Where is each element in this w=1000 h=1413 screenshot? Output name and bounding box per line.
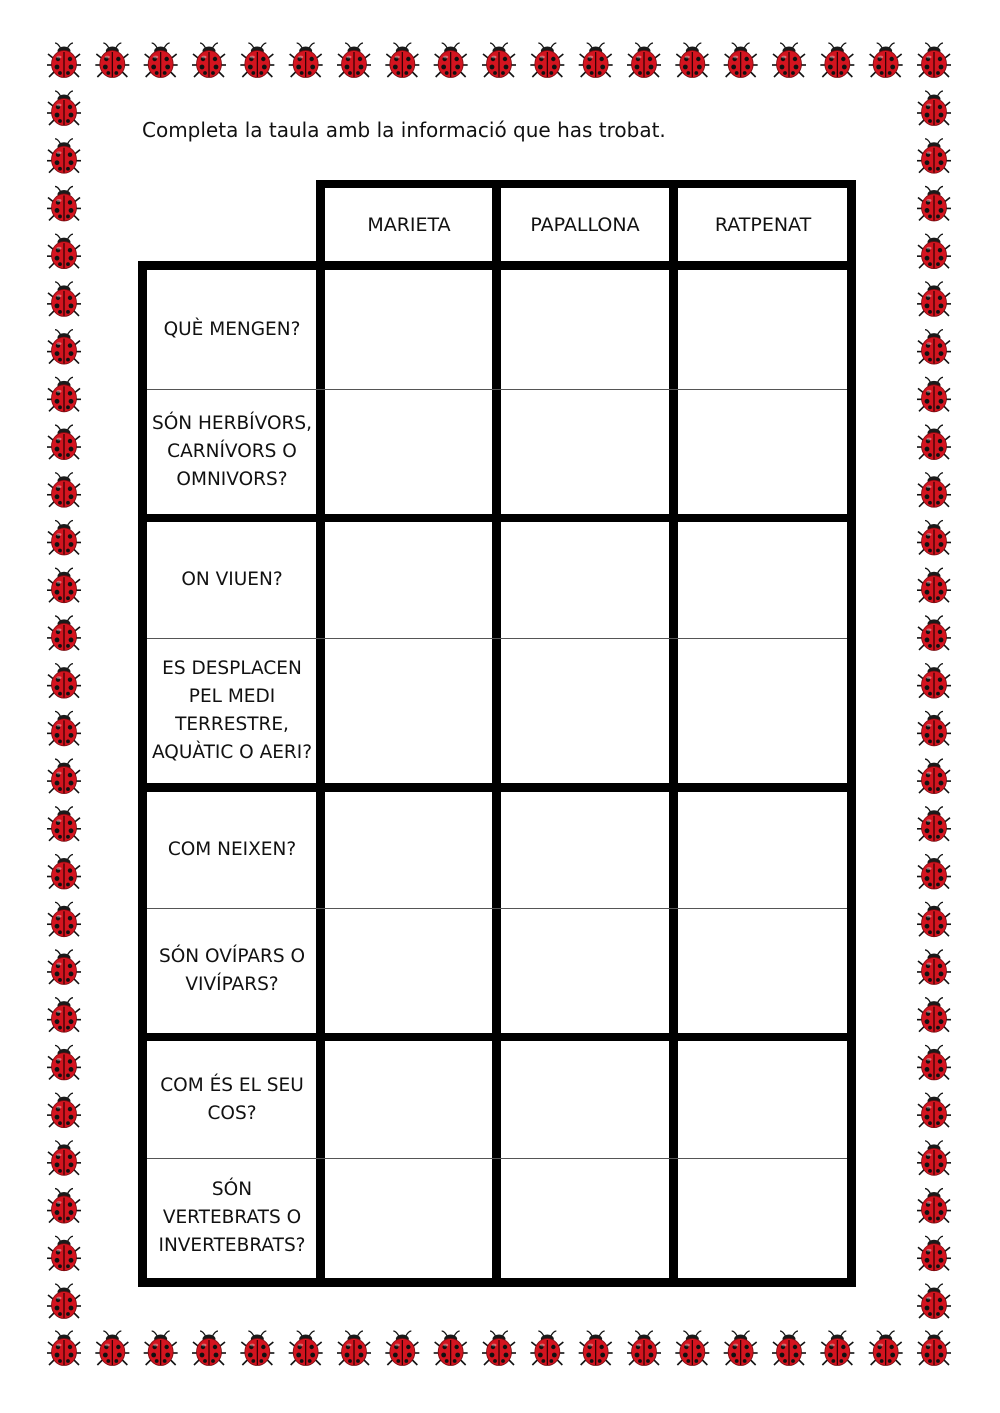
ladybug-icon [47, 568, 81, 603]
row-label-com-es-el-seu-cos: COM ÉS EL SEU COS? [160, 1074, 304, 1124]
ladybug-icon [47, 1093, 81, 1128]
ladybug-icon [724, 1331, 758, 1366]
ladybug-icon [47, 616, 81, 651]
ladybug-icon [482, 43, 516, 78]
ladybug-icon [917, 234, 951, 269]
ladybug-icon [917, 616, 951, 651]
row-label-herbivors: SÓN HERBÍVORS, CARNÍVORS O OMNIVORS? [152, 413, 312, 490]
answer-cell-marieta[interactable] [325, 270, 492, 389]
ladybug-icon [917, 1284, 951, 1319]
ladybug-icon [47, 282, 81, 317]
ladybug-icon [47, 91, 81, 126]
ladybug-icon [917, 1045, 951, 1080]
ladybug-icon [47, 234, 81, 269]
answer-cell-papallona[interactable] [501, 522, 669, 638]
answer-cell-papallona[interactable] [501, 639, 669, 783]
ladybug-icon [579, 1331, 613, 1366]
ladybug-icon [289, 43, 323, 78]
ladybug-icon [47, 711, 81, 746]
ladybug-icon [917, 1093, 951, 1128]
ladybug-icon [47, 425, 81, 460]
ladybug-icon [917, 186, 951, 221]
ladybug-icon [47, 1141, 81, 1176]
column-header-papallona: PAPALLONA [530, 214, 640, 236]
ladybug-icon [192, 43, 226, 78]
column-header-marieta: MARIETA [367, 214, 451, 236]
ladybug-icon [917, 998, 951, 1032]
ladybug-icon [192, 1331, 226, 1366]
answer-cell-papallona[interactable] [501, 1159, 669, 1278]
answer-cell-marieta[interactable] [325, 522, 492, 638]
ladybug-icon [917, 1236, 951, 1271]
answer-cell-ratpenat[interactable] [678, 390, 847, 514]
ladybug-icon [95, 43, 129, 78]
ladybug-icon [530, 43, 564, 78]
ladybug-icon [240, 1331, 274, 1366]
ladybug-icon [337, 43, 371, 78]
ladybug-icon [47, 1236, 81, 1271]
ladybug-icon [917, 520, 951, 555]
ladybug-icon [434, 43, 468, 78]
ladybug-icon [47, 473, 81, 508]
answer-cell-ratpenat[interactable] [678, 792, 847, 908]
ladybug-icon [917, 568, 951, 603]
ladybug-icon [917, 759, 951, 794]
ladybug-icon [917, 855, 951, 890]
ladybug-icon [917, 664, 951, 699]
ladybug-icon [724, 43, 758, 78]
ladybug-icon [917, 377, 951, 412]
row-label-vertebrats: SÓN VERTEBRATS O INVERTEBRATS? [158, 1179, 306, 1256]
ladybug-icon [482, 1331, 516, 1366]
ladybug-icon [47, 377, 81, 412]
ladybug-icon [869, 1331, 903, 1366]
answer-cell-ratpenat[interactable] [678, 909, 847, 1033]
answer-cell-papallona[interactable] [501, 792, 669, 908]
ladybug-icon [47, 186, 81, 221]
ladybug-icon [47, 330, 81, 365]
ladybug-icon [917, 950, 951, 985]
ladybug-icon [47, 139, 81, 174]
ladybug-icon [47, 1189, 81, 1224]
ladybug-icon [385, 1331, 419, 1366]
ladybug-icon [772, 1331, 806, 1366]
ladybug-icon [917, 139, 951, 174]
ladybug-icon [144, 43, 178, 78]
answer-cell-papallona[interactable] [501, 1041, 669, 1158]
ladybug-icon [47, 520, 81, 555]
ladybug-icon [47, 855, 81, 890]
answer-cell-ratpenat[interactable] [678, 639, 847, 783]
answer-cell-ratpenat[interactable] [678, 1041, 847, 1158]
ladybug-icon [434, 1331, 468, 1366]
ladybug-icon [144, 1331, 178, 1366]
ladybug-icon [917, 1331, 951, 1366]
answer-cell-ratpenat[interactable] [678, 1159, 847, 1278]
answer-cell-papallona[interactable] [501, 390, 669, 514]
answer-cell-marieta[interactable] [325, 909, 492, 1033]
ladybug-icon [917, 43, 951, 78]
ladybug-icon [47, 998, 81, 1032]
ladybug-icon [47, 664, 81, 699]
ladybug-icon [47, 950, 81, 985]
ladybug-icon [530, 1331, 564, 1366]
ladybug-icon [627, 1331, 661, 1366]
answer-cell-papallona[interactable] [501, 909, 669, 1033]
ladybug-icon [240, 43, 274, 78]
row-label-es-desplacen: ES DESPLACEN PEL MEDI TERRESTRE, AQUÀTIC O AERI? [151, 658, 313, 763]
ladybug-icon [579, 43, 613, 78]
ladybug-icon [47, 902, 81, 937]
ladybug-icon [337, 1331, 371, 1366]
ladybug-icon [47, 1284, 81, 1319]
row-label-ovipars: SÓN OVÍPARS O VIVÍPARS? [158, 946, 306, 995]
ladybug-icon [917, 1141, 951, 1176]
answer-cell-marieta[interactable] [325, 390, 492, 514]
ladybug-icon [47, 759, 81, 794]
row-label-que-mengen: QUÈ MENGEN? [163, 319, 301, 340]
ladybug-icon [869, 43, 903, 78]
ladybug-icon [917, 473, 951, 508]
ladybug-icon [917, 711, 951, 746]
answer-cell-marieta[interactable] [325, 1159, 492, 1278]
ladybug-icon [820, 1331, 854, 1366]
ladybug-icon [95, 1331, 129, 1366]
row-label-com-neixen: COM NEIXEN? [167, 838, 297, 860]
ladybug-icon [675, 1331, 709, 1366]
ladybug-icon [772, 43, 806, 78]
ladybug-icon [47, 1331, 81, 1366]
ladybug-icon [47, 1045, 81, 1080]
ladybug-icon [917, 807, 951, 842]
answer-cell-ratpenat[interactable] [678, 270, 847, 389]
ladybug-icon [917, 902, 951, 937]
ladybug-icon [917, 1189, 951, 1224]
answer-cell-ratpenat[interactable] [678, 522, 847, 638]
answer-cell-papallona[interactable] [501, 270, 669, 389]
answer-cell-marieta[interactable] [325, 639, 492, 783]
answer-cell-marieta[interactable] [325, 1041, 492, 1158]
row-label-on-viuen: ON VIUEN? [181, 568, 283, 590]
ladybug-icon [917, 330, 951, 365]
ladybug-icon [627, 43, 661, 78]
ladybug-icon [820, 43, 854, 78]
ladybug-icon [385, 43, 419, 78]
ladybug-icon [47, 43, 81, 78]
ladybug-icon [47, 807, 81, 842]
ladybug-icon [917, 282, 951, 317]
answer-cell-marieta[interactable] [325, 792, 492, 908]
ladybug-icon [289, 1331, 323, 1366]
column-header-ratpenat: RATPENAT [714, 214, 812, 236]
instruction-text: Completa la taula amb la informació que has trobat. [142, 118, 666, 142]
ladybug-icon [917, 91, 951, 126]
ladybug-icon [917, 425, 951, 460]
ladybug-icon [675, 43, 709, 78]
